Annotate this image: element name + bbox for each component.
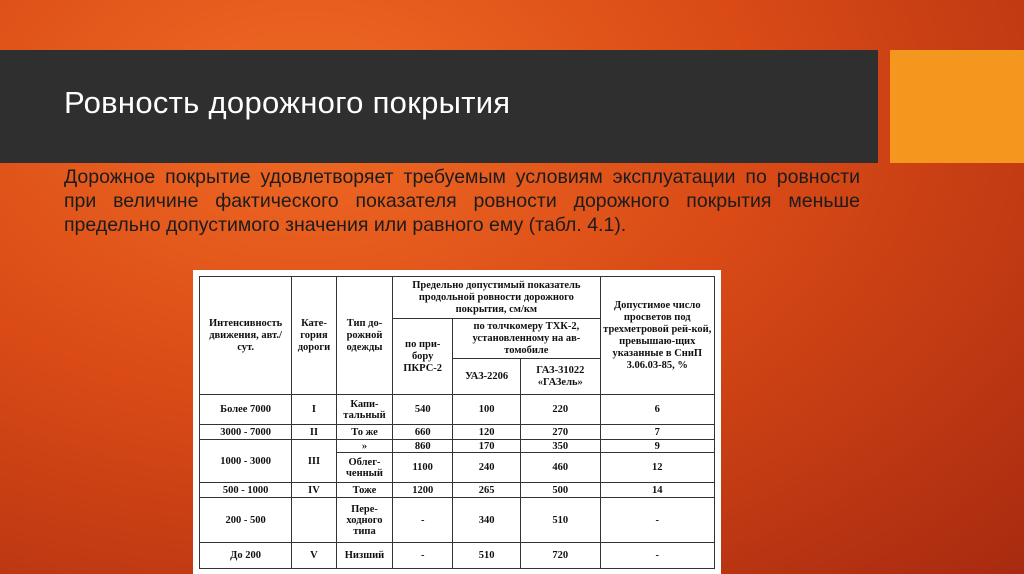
- cell-gaz: 220: [521, 395, 600, 425]
- cell-intensity: 3000 - 7000: [200, 425, 292, 440]
- cell-intensity: 500 - 1000: [200, 483, 292, 498]
- cell-type: »: [336, 440, 392, 453]
- table-row: [200, 440, 715, 453]
- cell-gaps: 12: [600, 453, 714, 483]
- header-limit-group: Предельно допустимый показатель продольной ровности дорожного покрытия, см/км: [393, 277, 600, 319]
- cell-uaz: 265: [453, 483, 521, 498]
- cell-intensity: 200 - 500: [200, 498, 292, 543]
- cell-pkrs: -: [393, 543, 453, 569]
- cell-type: Тоже: [336, 483, 392, 498]
- norms-table: [199, 276, 715, 569]
- cell-gaz: 350: [521, 440, 600, 453]
- slide-title: Ровность дорожного покрытия: [64, 85, 511, 120]
- cell-category: [292, 498, 337, 543]
- cell-gaps: -: [600, 498, 714, 543]
- cell-pkrs: 540: [393, 395, 453, 425]
- cell-gaz: 720: [521, 543, 600, 569]
- cell-type: Облег-ченный: [336, 453, 392, 483]
- cell-gaps: 6: [600, 395, 714, 425]
- cell-category: II: [292, 425, 337, 440]
- cell-gaz: 270: [521, 425, 600, 440]
- cell-intensity: Более 7000: [200, 395, 292, 425]
- cell-uaz: 170: [453, 440, 521, 453]
- cell-uaz: 340: [453, 498, 521, 543]
- slide-body-text: Дорожное покрытие удовлетворяет требуемым условиям эксплуатации по ровности при величине фактического показателя ровности дорожного покрытия меньше предельно допустимого значения или равного ему (табл. 4.1).: [64, 166, 860, 236]
- table-row: [200, 498, 715, 543]
- table-row: [200, 425, 715, 440]
- cell-type: Низший: [336, 543, 392, 569]
- table-row: [200, 483, 715, 498]
- cell-gaz: 510: [521, 498, 600, 543]
- header-gaps: Допустимое число просветов под трехметровой рей-кой, превышаю-щих указанные в СниП 3.06.03-85, %: [600, 277, 714, 395]
- cell-gaps: 9: [600, 440, 714, 453]
- header-txk-group: по толчкомеру ТХК-2, установленному на ав-томобиле: [453, 319, 600, 359]
- cell-pkrs: 660: [393, 425, 453, 440]
- cell-gaz: 460: [521, 453, 600, 483]
- cell-gaz: 500: [521, 483, 600, 498]
- cell-gaps: 7: [600, 425, 714, 440]
- cell-uaz: 510: [453, 543, 521, 569]
- cell-type: То же: [336, 425, 392, 440]
- cell-intensity: До 200: [200, 543, 292, 569]
- header-coating-type: Тип до-рожной одежды: [336, 277, 392, 395]
- norms-table-image: [193, 270, 721, 574]
- cell-gaps: -: [600, 543, 714, 569]
- cell-type: Пере-ходного типа: [336, 498, 392, 543]
- cell-pkrs: 860: [393, 440, 453, 453]
- table-row: [200, 543, 715, 569]
- cell-category: V: [292, 543, 337, 569]
- cell-category: III: [292, 440, 337, 483]
- cell-type: Капи-тальный: [336, 395, 392, 425]
- cell-gaps: 14: [600, 483, 714, 498]
- cell-category: I: [292, 395, 337, 425]
- header-category: Кате-гория дороги: [292, 277, 337, 395]
- table-row: [200, 395, 715, 425]
- cell-pkrs: 1100: [393, 453, 453, 483]
- accent-block: [890, 50, 1024, 163]
- cell-intensity: 1000 - 3000: [200, 440, 292, 483]
- cell-uaz: 240: [453, 453, 521, 483]
- cell-uaz: 100: [453, 395, 521, 425]
- header-pkrs: по при-бору ПКРС-2: [393, 319, 453, 395]
- header-intensity: Интенсивность движения, авт./сут.: [200, 277, 292, 395]
- cell-pkrs: 1200: [393, 483, 453, 498]
- cell-pkrs: -: [393, 498, 453, 543]
- header-gaz: ГАЗ-31022 «ГАЗель»: [521, 359, 600, 395]
- cell-uaz: 120: [453, 425, 521, 440]
- cell-category: IV: [292, 483, 337, 498]
- header-uaz: УАЗ-2206: [453, 359, 521, 395]
